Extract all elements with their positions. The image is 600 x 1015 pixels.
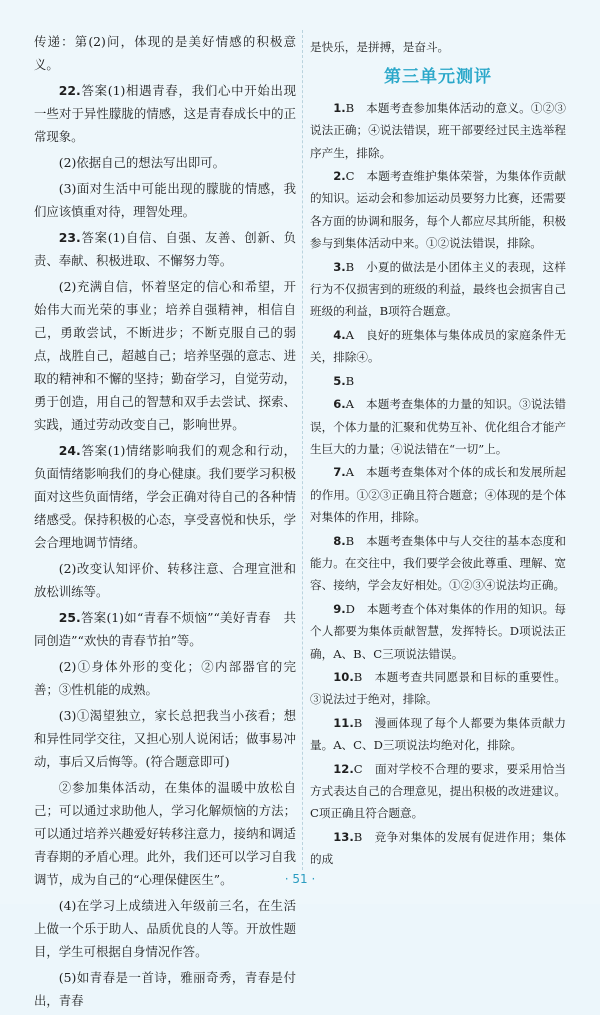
answer-text: 答案(1)情绪影响我们的观念和行动，负面情绪影响我们的身心健康。我们要学习积极面对这些负面情绪，学会正确对待自己的各种情绪感受。保持积极的心态，享受喜悦和快乐，学会合理地调节情绪。 (34, 443, 296, 550)
question-number: 2. (333, 169, 346, 184)
answer-text: (2)充满自信，怀着坚定的信心和希望，开始伟大而光荣的事业；培养自强精神，相信自己，勇敢尝试，不断进步；不断克服自己的弱点，战胜自己，超越自己；培养坚强的意志、进取的精神和不懈的坚持；勤奋学习，自觉劳动，勇于创造，用自己的智慧和双手去尝试、探索、实践，通过劳动改变自己，影响世界。 (34, 279, 296, 432)
answer-text: B 小夏的做法是小团体主义的表现，这样行为不仅损害到的班级的利益，最终也会损害自己班级的利益，B项符合题意。 (310, 259, 566, 319)
answer-text: (3)①渴望独立，家长总把我当小孩看；想和异性同学交往，又担心别人说闲话；做事易冲动，事后又后悔等。(符合题意即可) (34, 708, 296, 769)
answer-text: (2)依据自己的想法写出即可。 (58, 155, 226, 170)
left-column (34, 30, 296, 1015)
question-number: 8. (333, 533, 346, 548)
answer-text: D 本题考查个体对集体的作用的知识。每个人都要为集体贡献智慧，发挥特长。D项说法正确，A、B、C三项说法错误。 (310, 601, 566, 661)
question-number: 11. (333, 715, 354, 730)
answer-paragraph (310, 666, 566, 711)
question-number: 13. (333, 829, 354, 844)
answer-paragraph (34, 79, 296, 148)
answer-text: C 本题考查维护集体荣誉，为集体作贡献的知识。运动会和参加运动员要努力比赛，还需要各方面的协调和服务，每个人都应尽其所能，积极参与到集体活动中来。①②说法错误，排除。 (310, 169, 566, 251)
answer-text: B 本题考查共同愿景和目标的重要性。③说法过于绝对，排除。 (310, 669, 566, 707)
question-number: 10. (333, 669, 354, 684)
answer-text: A 本题考查集体的力量的知识。③说法错误，个体力量的汇聚和优势互补、优化组合才能产生巨大的力量；④说法错在“一切”上。 (310, 397, 566, 456)
answer-paragraph (34, 557, 296, 603)
question-number: 3. (333, 259, 346, 274)
page-number: · 51 · (284, 872, 316, 886)
question-number: 1. (333, 100, 346, 115)
answer-paragraph (310, 97, 566, 164)
answer-text: (2)改变认知评价、转移注意、合理宣泄和放松训练等。 (34, 561, 296, 599)
answer-text: B 竞争对集体的发展有促进作用；集体的成 (310, 829, 566, 867)
answer-paragraph (310, 530, 566, 597)
answer-paragraph (310, 461, 566, 528)
question-number: 24. (58, 443, 81, 458)
answer-text: B 本题考查集体中与人交往的基本态度和能力。在交往中，我们要学会彼此尊重、理解、宽容、接纳，学会友好相处。①②③④说法均正确。 (310, 533, 566, 593)
answer-paragraph (34, 894, 296, 963)
answer-paragraph (310, 393, 566, 460)
answer-text: ②参加集体活动，在集体的温暖中放松自己；可以通过求助他人，学习化解烦恼的方法；可以通过培养兴趣爱好转移注意力，接纳和调适青春期的矛盾心理。此外，我们还可以学习自我调节，成为自己的“心理保健医生”。 (34, 780, 296, 887)
right-column (310, 36, 566, 872)
answer-text: C 面对学校不合理的要求，要采用恰当方式表达自己的合理意见，提出积极的改进建议。C项正确且符合题意。 (310, 761, 566, 821)
answer-paragraph (34, 655, 296, 701)
question-number: 4. (333, 327, 346, 342)
question-number: 12. (333, 761, 354, 776)
answer-text: (3)面对生活中可能出现的朦胧的情感，我们应该慎重对待，理智处理。 (34, 181, 296, 219)
answer-paragraph (34, 177, 296, 223)
answer-text: A 本题考查集体对个体的成长和发展所起的作用。①②③正确且符合题意；④体现的是个体对集体的作用，排除。 (310, 465, 566, 525)
answer-paragraph (310, 165, 566, 255)
answer-paragraph (310, 324, 566, 369)
question-number: 5. (333, 373, 346, 388)
answer-text: 传递：第(2)问，体现的是美好情感的积极意义。 (34, 34, 296, 72)
answer-paragraph (34, 704, 296, 773)
question-number: 25. (58, 610, 81, 625)
answer-paragraph (310, 826, 566, 871)
right-continuation-text: 是快乐，是拼搏，是奋斗。 (310, 40, 450, 54)
question-number: 6. (333, 397, 346, 412)
answer-paragraph (34, 151, 296, 174)
answer-text: B (345, 373, 355, 388)
answer-paragraph (34, 439, 296, 554)
answer-paragraph (310, 256, 566, 323)
question-number: 23. (58, 230, 81, 245)
answer-paragraph (34, 30, 296, 76)
answer-text: 答案(1)如“青春不烦恼”“美好青春 共同创造”“欢快的青春节拍”等。 (34, 610, 296, 648)
answer-paragraph (34, 275, 296, 436)
answer-text: 答案(1)相遇青春，我们心中开始出现一些对于异性朦胧的情感，这是青春成长中的正常现象。 (34, 83, 296, 144)
column-divider (302, 30, 303, 870)
question-number: 7. (333, 465, 346, 480)
answer-paragraph (310, 370, 566, 392)
answer-text: B 漫画体现了每个人都要为集体贡献力量。A、C、D三项说法均绝对化，排除。 (310, 715, 566, 753)
answer-paragraph (34, 606, 296, 652)
answer-text: (4)在学习上成绩进入年级前三名，在生活上做一个乐于助人、品质优良的人等。开放性题目，学生可根据自身情况作答。 (34, 898, 296, 959)
answer-paragraph (310, 712, 566, 757)
answer-paragraph (310, 598, 566, 665)
unit-test-title: 第三单元测评 (384, 67, 492, 88)
answer-text: A 良好的班集体与集体成员的家庭条件无关，排除④。 (310, 327, 566, 365)
answer-text: (2)①身体外形的变化；②内部器官的完善；③性机能的成熟。 (34, 659, 296, 697)
answer-paragraph (34, 226, 296, 272)
answer-text: 答案(1)自信、自强、友善、创新、负责、奉献、积极进取、不懈努力等。 (34, 230, 296, 268)
answer-text: (5)如青春是一首诗，雅丽奇秀，青春是付出，青春 (34, 970, 296, 1008)
answer-text: B 本题考查参加集体活动的意义。①②③说法正确；④说法错误，班干部要经过民主选举程序产生，排除。 (310, 100, 566, 160)
answer-paragraph (34, 966, 296, 1012)
question-number: 9. (333, 601, 346, 616)
answer-list (310, 97, 566, 871)
answer-paragraph (310, 758, 566, 825)
question-number: 22. (58, 83, 81, 98)
